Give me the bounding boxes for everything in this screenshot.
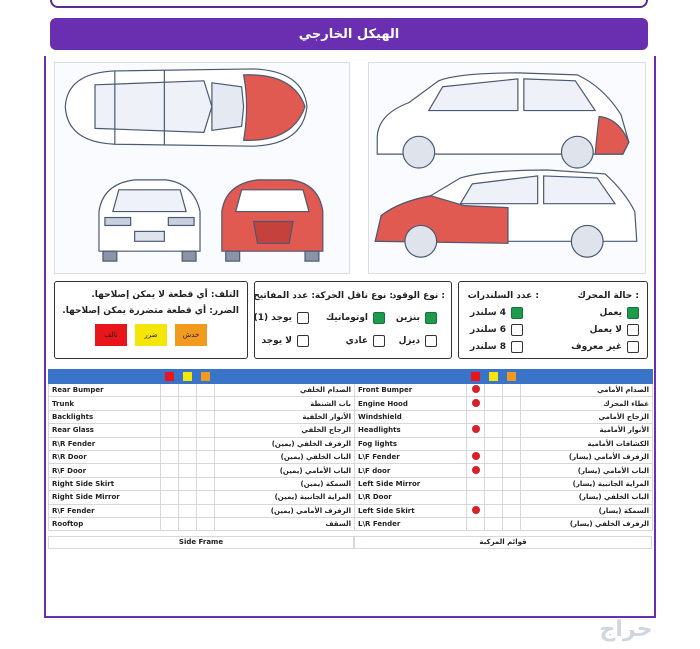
scratch-cell[interactable] [503,384,521,397]
scratch-cell[interactable] [197,491,215,504]
part-name-ar: الزجاج الخلفي [215,424,355,437]
cylinder-option-6[interactable]: 6 سلندر [470,324,523,336]
table-row [49,410,355,423]
table-row [355,464,653,477]
table-row [49,491,355,504]
checkbox-engine-not-running[interactable] [627,324,639,336]
table-row [355,477,653,490]
right-front-damage-area [595,116,629,154]
checkbox-cylinder-8[interactable] [511,341,523,353]
top-strip [50,0,648,8]
checkbox-keys-none[interactable] [297,335,309,347]
fuel-option-diesel[interactable]: ديزل [399,335,437,347]
part-name-en: L\F Fender [355,450,467,463]
legend-damaged-line: التلف: أي قطعة لا يمكن إصلاحها. [91,290,239,300]
part-name-ar: السمكة (يسار) [521,504,653,517]
scratch-cell[interactable] [197,424,215,437]
damaged-cell[interactable] [161,384,179,397]
transmission-option-automatic[interactable]: اوتوماتيك [326,312,385,324]
harm-cell[interactable] [179,517,197,530]
harm-cell[interactable] [179,424,197,437]
damage-marker-dot [472,506,480,514]
part-name-ar: الباب الخلفي (يمين) [215,450,355,463]
keys-option-one[interactable]: يوجد (1) [254,312,309,324]
harm-cell[interactable] [485,477,503,490]
part-name-ar: غطاء المحرك [521,397,653,410]
footer-side-frame: Side Frame [48,536,354,549]
header-harm-swatch [183,372,192,381]
fuel-option-gasoline[interactable]: بنزين [396,312,437,324]
engine-option-not-running[interactable]: لا يعمل [590,324,639,336]
damaged-cell[interactable] [161,464,179,477]
table-row [355,384,653,397]
scratch-cell[interactable] [197,464,215,477]
engine-status-box [458,281,648,359]
table-row [355,424,653,437]
table-row [49,397,355,410]
scratch-cell[interactable] [197,450,215,463]
table-row [355,491,653,504]
damaged-cell[interactable] [161,477,179,490]
part-name-ar: الزجاج الأمامي [521,410,653,423]
scratch-cell[interactable] [503,504,521,517]
table-row [49,504,355,517]
damage-marker-dot [472,466,480,474]
right-side-parts-table [48,369,355,531]
table-header-row [49,370,355,384]
header-scratch-swatch [507,372,516,381]
harm-cell[interactable] [179,464,197,477]
swatch-scratch: خدش [175,324,207,346]
transmission-option-manual[interactable]: عادي [346,335,385,347]
checkbox-transmission-automatic[interactable] [373,312,385,324]
left-side-parts-table [354,369,653,531]
damaged-cell[interactable] [161,410,179,423]
scratch-cell[interactable] [503,397,521,410]
table-row [49,517,355,530]
harm-cell[interactable] [179,477,197,490]
damage-marker-dot [472,385,480,393]
swatch-damaged: تالف [95,324,127,346]
scratch-cell[interactable] [197,384,215,397]
damaged-cell[interactable] [161,397,179,410]
part-name-ar: الصدام الخلفي [215,384,355,397]
harm-cell[interactable] [485,450,503,463]
fuel-title: نوع الوقود : [391,291,445,301]
part-name-en: Right Side Skirt [49,477,161,490]
transmission-title: نوع ناقل الحركة : [314,291,393,301]
table-row [49,477,355,490]
harm-cell[interactable] [485,397,503,410]
keys-title: عدد المفاتيح : [253,291,315,301]
damaged-cell[interactable] [467,477,485,490]
harm-cell[interactable] [485,384,503,397]
left-side-parts-body [355,370,653,531]
part-name-ar: السمكة (يمين) [215,477,355,490]
engine-option-unknown[interactable]: غير معروف [571,341,639,353]
harm-cell[interactable] [485,491,503,504]
harm-cell[interactable] [179,410,197,423]
damaged-cell[interactable] [161,424,179,437]
right-side-parts-body [49,370,355,531]
checkbox-transmission-manual[interactable] [373,335,385,347]
engine-option-running[interactable]: يعمل [599,307,639,319]
part-name-ar: الرفرف الأمامي (يسار) [521,450,653,463]
scratch-cell[interactable] [503,464,521,477]
part-name-ar: السقف [215,517,355,530]
part-name-ar: الرفرف الأمامي (يمين) [215,504,355,517]
damaged-cell[interactable] [467,424,485,437]
table-row [355,517,653,530]
damaged-cell[interactable] [161,491,179,504]
scratch-cell[interactable] [197,504,215,517]
harm-cell[interactable] [485,410,503,423]
part-name-en: L\R Fender [355,517,467,530]
section-title-bar [50,18,648,50]
table-row [355,397,653,410]
part-name-en: Front Bumper [355,384,467,397]
scratch-cell[interactable] [197,477,215,490]
part-name-ar: الباب الأمامي (يسار) [521,464,653,477]
car-top-front-rear-diagram [54,62,350,274]
scratch-cell[interactable] [503,450,521,463]
part-name-ar: الرفرف الخلفي (يمين) [215,437,355,450]
scratch-cell[interactable] [197,517,215,530]
swatch-harm: ضرر [135,324,167,346]
keys-option-none[interactable]: لا يوجد [261,335,309,347]
harm-cell[interactable] [179,504,197,517]
damaged-cell[interactable] [467,384,485,397]
scratch-cell[interactable] [503,517,521,530]
checkbox-fuel-gasoline[interactable] [425,312,437,324]
header-scratch-swatch [201,372,210,381]
scratch-cell[interactable] [503,410,521,423]
header-damaged-swatch [165,372,174,381]
harm-cell[interactable] [179,450,197,463]
part-name-en: R\F Fender [49,504,161,517]
part-name-en: Windshield [355,410,467,423]
damage-marker-dot [472,425,480,433]
checkbox-cylinder-6[interactable] [511,324,523,336]
table-row [49,437,355,450]
watermark-logo [560,612,692,644]
checkbox-keys-one[interactable] [297,312,309,324]
watermark-svg [560,612,692,644]
part-name-ar: باب الشنطة [215,397,355,410]
harm-cell[interactable] [179,437,197,450]
harm-cell[interactable] [485,437,503,450]
part-name-ar: الصدام الأمامي [521,384,653,397]
damage-marker-dot [472,399,480,407]
part-name-ar: المراية الجانبية (يمين) [215,491,355,504]
checkbox-engine-running[interactable] [627,307,639,319]
harm-cell[interactable] [179,384,197,397]
scratch-cell[interactable] [197,410,215,423]
car-side-views-diagram [368,62,646,274]
damaged-cell[interactable] [467,450,485,463]
car-top-view-svg [55,63,349,273]
header-harm-swatch [489,372,498,381]
part-name-en: L\F door [355,464,467,477]
scratch-cell[interactable] [503,477,521,490]
damage-marker-dot [472,452,480,460]
footer-vehicle-pillars: قوائم المركبة [354,536,652,549]
part-name-en: Left Side Skirt [355,504,467,517]
part-name-en: R\R Fender [49,437,161,450]
part-name-en: Trunk [49,397,161,410]
damaged-cell[interactable] [467,517,485,530]
part-name-ar: الأنوار الخلفية [215,410,355,423]
part-name-en: R\R Door [49,450,161,463]
cylinder-option-8[interactable]: 8 سلندر [470,341,523,353]
part-name-en: Left Side Mirror [355,477,467,490]
cylinder-option-4[interactable]: 4 سلندر [470,307,523,319]
drive-details-box [254,281,452,359]
scratch-cell[interactable] [503,437,521,450]
damaged-cell[interactable] [467,464,485,477]
table-row [49,424,355,437]
part-name-en: Rear Bumper [49,384,161,397]
table-row [49,464,355,477]
part-name-ar: الأنوار الأمامية [521,424,653,437]
part-name-en: R\F Door [49,464,161,477]
part-name-en: Backlights [49,410,161,423]
scratch-cell[interactable] [503,491,521,504]
part-name-ar: المراية الجانبية (يسار) [521,477,653,490]
part-name-ar: الكشافات الأمامية [521,437,653,450]
part-name-en: Headlights [355,424,467,437]
cylinders-title: عدد السلندرات : [467,291,539,301]
checkbox-fuel-diesel[interactable] [425,335,437,347]
part-name-en: Rooftop [49,517,161,530]
damaged-cell[interactable] [161,450,179,463]
damaged-cell[interactable] [467,437,485,450]
part-name-en: Rear Glass [49,424,161,437]
scratch-cell[interactable] [503,424,521,437]
part-name-en: Engine Hood [355,397,467,410]
harm-cell[interactable] [485,464,503,477]
damage-legend-box [54,281,248,359]
harm-cell[interactable] [485,424,503,437]
table-row [49,384,355,397]
table-row [355,437,653,450]
checkbox-engine-unknown[interactable] [627,341,639,353]
part-name-ar: الرفرف الخلفي (يسار) [521,517,653,530]
legend-harm-line: الضرر: أي قطعة متضررة يمكن إصلاحها. [62,306,239,316]
harm-cell[interactable] [485,517,503,530]
table-row [355,410,653,423]
damaged-cell[interactable] [467,410,485,423]
part-name-ar: الباب الخلفي (يسار) [521,491,653,504]
damaged-cell[interactable] [467,491,485,504]
damaged-cell[interactable] [161,504,179,517]
part-name-en: Right Side Mirror [49,491,161,504]
part-name-en: Fog lights [355,437,467,450]
watermark-text: حراج [599,617,653,642]
engine-title: حالة المحرك : [577,291,639,301]
table-row [355,504,653,517]
table-row [49,450,355,463]
damaged-cell[interactable] [161,517,179,530]
harm-cell[interactable] [179,491,197,504]
car-side-view-svg [369,63,645,273]
harm-cell[interactable] [179,397,197,410]
damaged-cell[interactable] [467,504,485,517]
part-name-en: L\R Door [355,491,467,504]
damaged-cell[interactable] [161,437,179,450]
checkbox-cylinder-4[interactable] [511,307,523,319]
header-damaged-swatch [471,372,480,381]
part-name-ar: الباب الأمامي (يمين) [215,464,355,477]
table-header-row [355,370,653,384]
scratch-cell[interactable] [197,397,215,410]
damaged-cell[interactable] [467,397,485,410]
table-row [355,450,653,463]
section-title: الهيكل الخارجي [298,26,400,42]
harm-cell[interactable] [485,504,503,517]
scratch-cell[interactable] [197,437,215,450]
